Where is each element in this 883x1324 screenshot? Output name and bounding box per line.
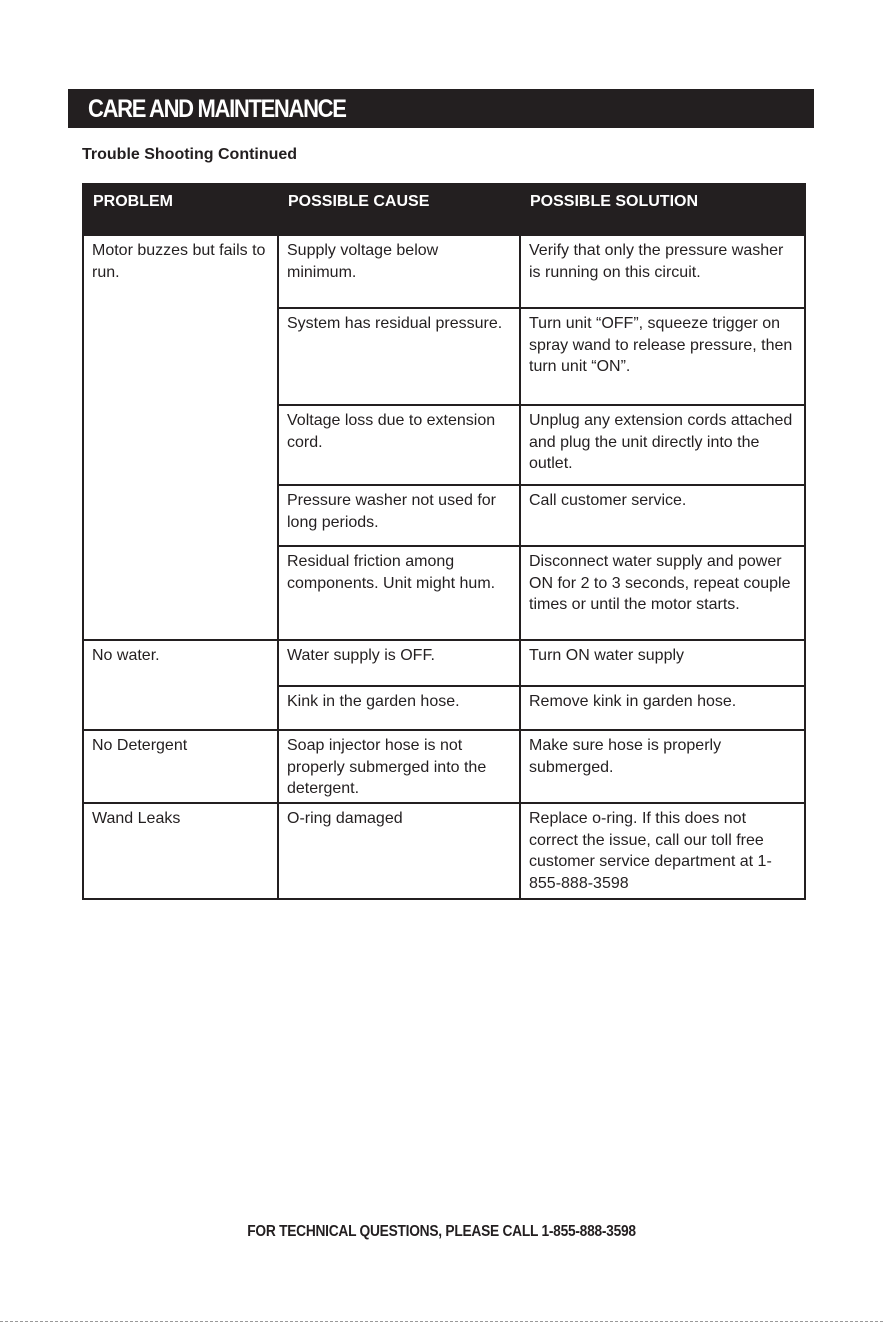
problem-cell: No Detergent [83, 730, 278, 803]
column-header-problem: PROBLEM [83, 184, 278, 235]
table-row [83, 235, 805, 308]
section-title: CARE AND MAINTENANCE [88, 95, 346, 123]
solution-cell: Remove kink in garden hose. [520, 686, 805, 730]
problem-cell: No water. [83, 640, 278, 730]
technical-questions-footer: FOR TECHNICAL QUESTIONS, PLEASE CALL 1-855-888-3598 [247, 1223, 636, 1240]
cause-cell: Kink in the garden hose. [278, 686, 520, 730]
section-header-banner [68, 89, 814, 128]
cause-cell: Supply voltage below minimum. [278, 235, 520, 308]
cause-cell: Residual friction among components. Unit might hum. [278, 546, 520, 640]
cause-cell: System has residual pressure. [278, 308, 520, 405]
table-row [83, 803, 805, 899]
solution-cell: Unplug any extension cords attached and plug the unit directly into the outlet. [520, 405, 805, 485]
subtitle: Trouble Shooting Continued [82, 146, 298, 163]
table-row [83, 730, 805, 803]
cause-cell: Voltage loss due to extension cord. [278, 405, 520, 485]
cause-cell: Pressure washer not used for long periods. [278, 485, 520, 546]
problem-cell: Wand Leaks [83, 803, 278, 899]
solution-cell: Verify that only the pressure washer is running on this circuit. [520, 235, 805, 308]
solution-cell: Disconnect water supply and power ON for 2 to 3 seconds, repeat couple times or until the motor starts. [520, 546, 805, 640]
troubleshooting-table [82, 183, 806, 900]
column-header-cause: POSSIBLE CAUSE [278, 184, 520, 235]
column-header-solution: POSSIBLE SOLUTION [520, 184, 805, 235]
page-trim-line [0, 1321, 883, 1322]
solution-cell: Replace o-ring. If this does not correct the issue, call our toll free customer service department at 1-855-888-3598 [520, 803, 805, 899]
table-row [83, 640, 805, 686]
solution-cell: Turn ON water supply [520, 640, 805, 686]
cause-cell: Soap injector hose is not properly submerged into the detergent. [278, 730, 520, 803]
problem-cell: Motor buzzes but fails to run. [83, 235, 278, 640]
solution-cell: Make sure hose is properly submerged. [520, 730, 805, 803]
cause-cell: Water supply is OFF. [278, 640, 520, 686]
solution-cell: Turn unit “OFF”, squeeze trigger on spray wand to release pressure, then turn unit “ON”. [520, 308, 805, 405]
cause-cell: O-ring damaged [278, 803, 520, 899]
solution-cell: Call customer service. [520, 485, 805, 546]
table-header-row [83, 184, 805, 235]
